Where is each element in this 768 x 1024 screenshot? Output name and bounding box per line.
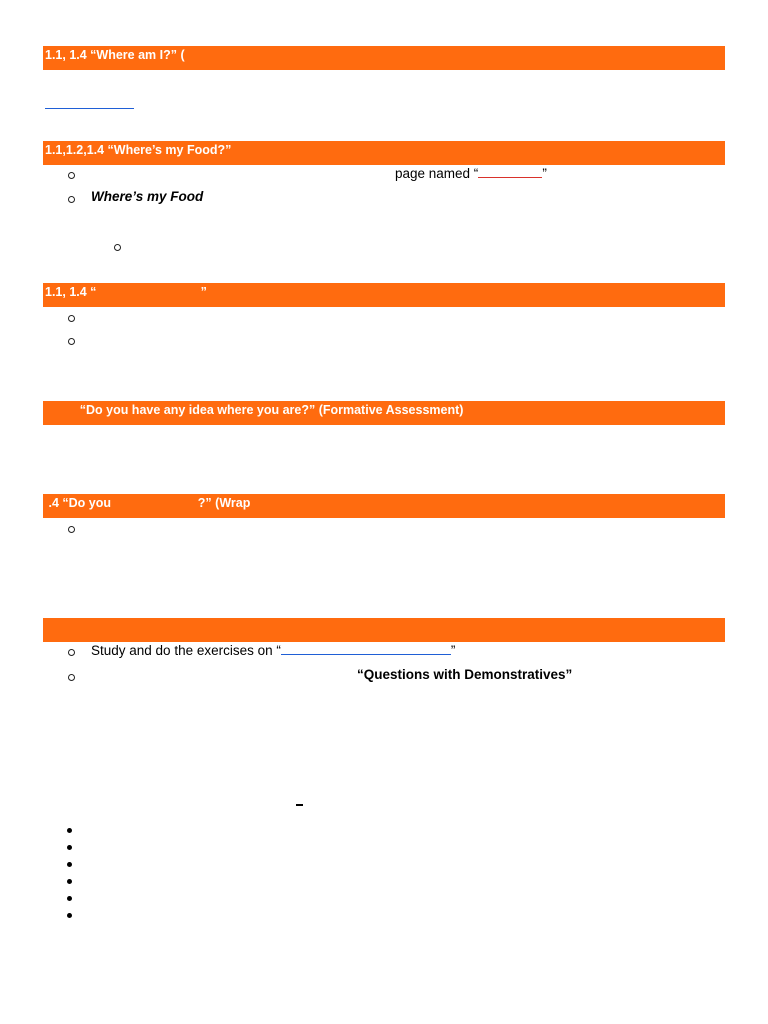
study-exercises-line — [91, 642, 455, 658]
section-header-homework — [43, 618, 725, 642]
section-header-3: 1.1, 1.4 “ ” — [43, 283, 725, 307]
section-header-wrap: .4 “Do you ?” (Wrap — [43, 494, 725, 518]
closing-quote: ” — [450, 643, 456, 658]
bullet-icon — [67, 845, 72, 850]
bullet-icon — [67, 896, 72, 901]
closing-quote: ” — [542, 166, 547, 181]
hollow-bullet-icon — [68, 649, 75, 656]
hollow-bullet-icon — [68, 338, 75, 345]
link-blank[interactable] — [281, 642, 451, 655]
hollow-bullet-icon — [68, 526, 75, 533]
section-header-formative-assessment: “Do you have any idea where you are?” (Formative Assessment) — [43, 401, 725, 425]
page-named-text: page named “ — [395, 166, 479, 181]
wheres-my-food-label: Where’s my Food — [91, 189, 204, 204]
study-exercises-text: Study and do the exercises on “ — [91, 643, 281, 658]
dash-mark — [296, 804, 303, 806]
section-header-where-am-i: 1.1, 1.4 “Where am I?” ( — [43, 46, 725, 70]
bullet-icon — [67, 879, 72, 884]
hollow-bullet-icon — [68, 315, 75, 322]
link-blank[interactable] — [45, 108, 134, 109]
questions-with-demonstratives: “Questions with Demonstratives” — [357, 667, 573, 682]
bullet-icon — [67, 913, 72, 918]
page-named-line — [395, 165, 547, 181]
hollow-bullet-icon — [68, 674, 75, 681]
bullet-icon — [67, 862, 72, 867]
hollow-bullet-icon — [114, 244, 121, 251]
section-header-wheres-my-food: 1.1,1.2,1.4 “Where’s my Food?” — [43, 141, 725, 165]
hollow-bullet-icon — [68, 172, 75, 179]
hollow-bullet-icon — [68, 196, 75, 203]
bullet-icon — [67, 828, 72, 833]
fill-blank[interactable] — [478, 165, 542, 178]
